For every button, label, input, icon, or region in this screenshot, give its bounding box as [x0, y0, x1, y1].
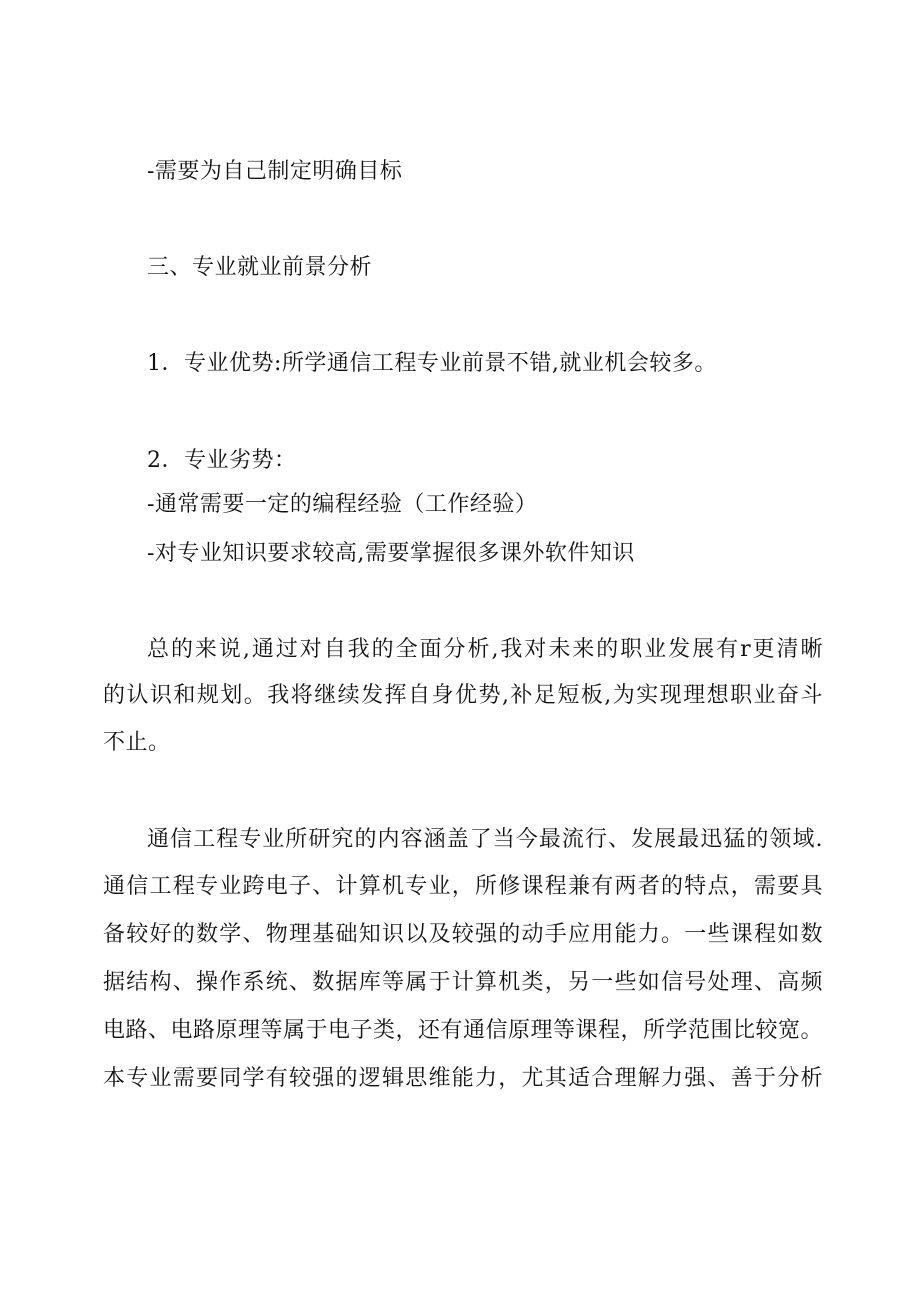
disadvantage-item: -对专业知识要求较高,需要掌握很多课外软件知识: [147, 541, 635, 566]
major-paragraph-line: 本专业需要同学有较强的逻辑思维能力，尤其适合理解力强、善于分析: [103, 1066, 823, 1091]
disadvantage-item: -通常需要一定的编程经验（工作经验）: [147, 492, 538, 517]
disadvantage-heading: 2．专业劣势：: [147, 448, 297, 473]
section-three-heading: 三、专业就业前景分析: [147, 255, 373, 280]
major-paragraph-line: 据结构、操作系统、数据库等属于计算机类，另一些如信号处理、高频: [103, 970, 823, 995]
goal-line: -需要为自己制定明确目标: [147, 159, 403, 184]
major-paragraph-line: 备较好的数学、物理基础知识以及较强的动手应用能力。一些课程如数: [103, 922, 823, 947]
major-paragraph-line: 通信工程专业所研究的内容涵盖了当今最流行、发展最迅猛的领域.: [147, 827, 823, 852]
major-paragraph-line: 通信工程专业跨电子、计算机专业，所修课程兼有两者的特点，需要具: [103, 874, 823, 899]
advantage-line: 1．专业优势:所学通信工程专业前景不错,就业机会较多。: [147, 351, 717, 376]
summary-paragraph-line: 总的来说,通过对自我的全面分析,我对未来的职业发展有r更清晰: [147, 637, 823, 662]
summary-paragraph-line: 不止。: [103, 730, 171, 755]
major-paragraph-line: 电路、电路原理等属于电子类，还有通信原理等课程，所学范围比较宽。: [103, 1018, 824, 1043]
summary-paragraph-line: 的认识和规划。我将继续发挥自身优势,补足短板,为实现理想职业奋斗: [103, 683, 823, 708]
